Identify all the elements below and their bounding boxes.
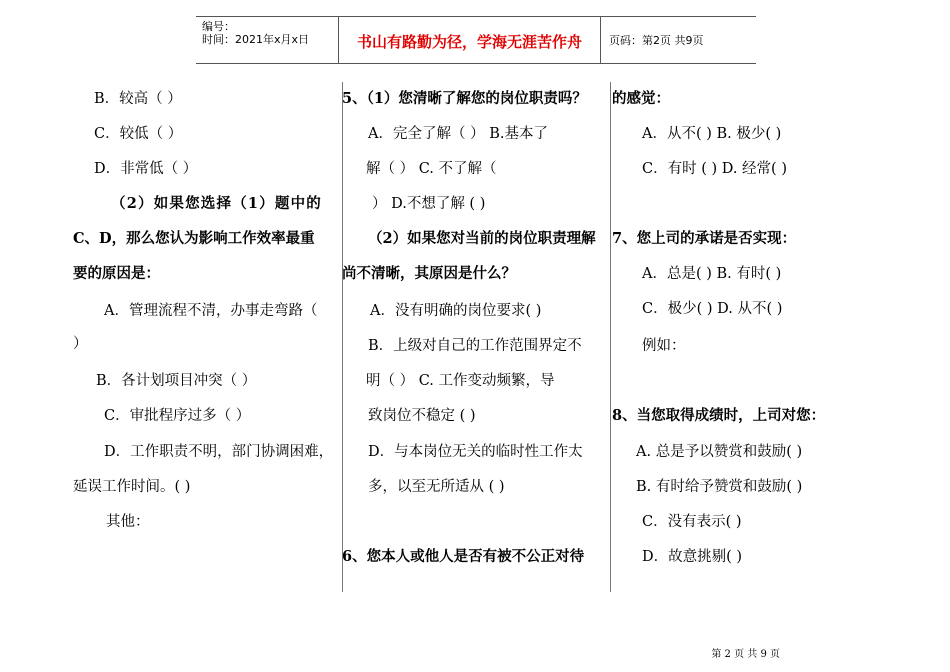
- question-5-heading: 5、（1）您清晰了解您的岗位职责吗？: [342, 90, 587, 107]
- option-b-line: B．各计划项目冲突（ ）: [96, 373, 257, 389]
- header-page-cell: [601, 16, 756, 64]
- other-label: 其他：: [106, 514, 150, 530]
- option-line: 明（ ） C. 工作变动频繁，导: [366, 373, 555, 389]
- option-b-line: B. 有时给予赞赏和鼓励( ): [636, 479, 803, 495]
- question-text: （2）如果您对当前的岗位职责理解: [368, 230, 596, 247]
- option-c-line: C．较低（ ）: [94, 126, 183, 142]
- doc-time-label: 时间：2021年x月x日: [202, 33, 310, 46]
- option-line: A．完全了解（ ） B.基本了: [368, 126, 548, 142]
- question-text: 要的原因是：: [73, 265, 160, 282]
- page-footer: 第 2 页 共 9 页: [711, 649, 780, 660]
- option-d-line: D．故意挑剔( ): [642, 549, 743, 565]
- option-line: 解（ ） C. 不了解（: [366, 161, 497, 177]
- question-6-heading: 6、您本人或他人是否有被不公正对待: [342, 548, 585, 565]
- option-line: A．总是( ) B. 有时( ): [642, 266, 782, 282]
- option-line: A．从不( ) B. 极少( ): [642, 126, 782, 142]
- header-motto-cell: [339, 16, 601, 64]
- option-line: ） D.不想了解 ( ): [372, 196, 486, 212]
- option-line: C．极少( ) D. 从不( ): [642, 301, 783, 317]
- question-7-heading: 7、您上司的承诺是否实现：: [612, 230, 797, 247]
- question-text: C、D，那么您认为影响工作效率最重: [73, 230, 315, 247]
- column-divider-2: [610, 82, 611, 592]
- option-d-line: D．与本岗位无关的临时性工作太: [368, 444, 583, 460]
- option-a-line-cont: ）: [73, 336, 88, 352]
- option-b-line: B．较高（ ）: [94, 91, 182, 107]
- doc-number-label: 编号：: [202, 20, 235, 33]
- option-d-line: D．非常低（ ）: [94, 161, 198, 177]
- header-page-label: 页码：第2页 共9页: [609, 34, 704, 47]
- option-b-line: B．上级对自己的工作范围界定不: [368, 338, 582, 354]
- option-line-cont: 致岗位不稳定 ( ): [368, 408, 476, 424]
- motto-text: 书山有路勤为径，学海无涯苦作舟: [356, 33, 582, 51]
- question-6-heading-cont: 的感觉：: [612, 90, 670, 107]
- option-c-line: C．没有表示( ): [642, 514, 742, 530]
- example-label: 例如：: [642, 338, 686, 354]
- option-d-line-cont: 多，以至无所适从 ( ): [368, 479, 505, 495]
- header-meta-cell: [196, 16, 339, 64]
- question-text: （2）如果您选择（1）题中的: [111, 195, 322, 212]
- option-a-line: A．没有明确的岗位要求( ): [370, 303, 542, 319]
- option-d-line-cont: 延误工作时间。( ): [73, 479, 191, 495]
- question-text: 尚不清晰，其原因是什么？: [342, 265, 516, 282]
- option-a-line: A．管理流程不清，办事走弯路（: [104, 303, 318, 319]
- option-a-line: A. 总是予以赞赏和鼓励( ): [636, 444, 803, 460]
- option-d-line: D．工作职责不明，部门协调困难，: [104, 444, 334, 460]
- option-c-line: C．审批程序过多（ ）: [104, 408, 251, 424]
- question-8-heading: 8、当您取得成绩时，上司对您：: [612, 407, 826, 424]
- column-divider-1: [342, 82, 343, 592]
- option-line: C．有时 ( ) D. 经常( ): [642, 161, 787, 177]
